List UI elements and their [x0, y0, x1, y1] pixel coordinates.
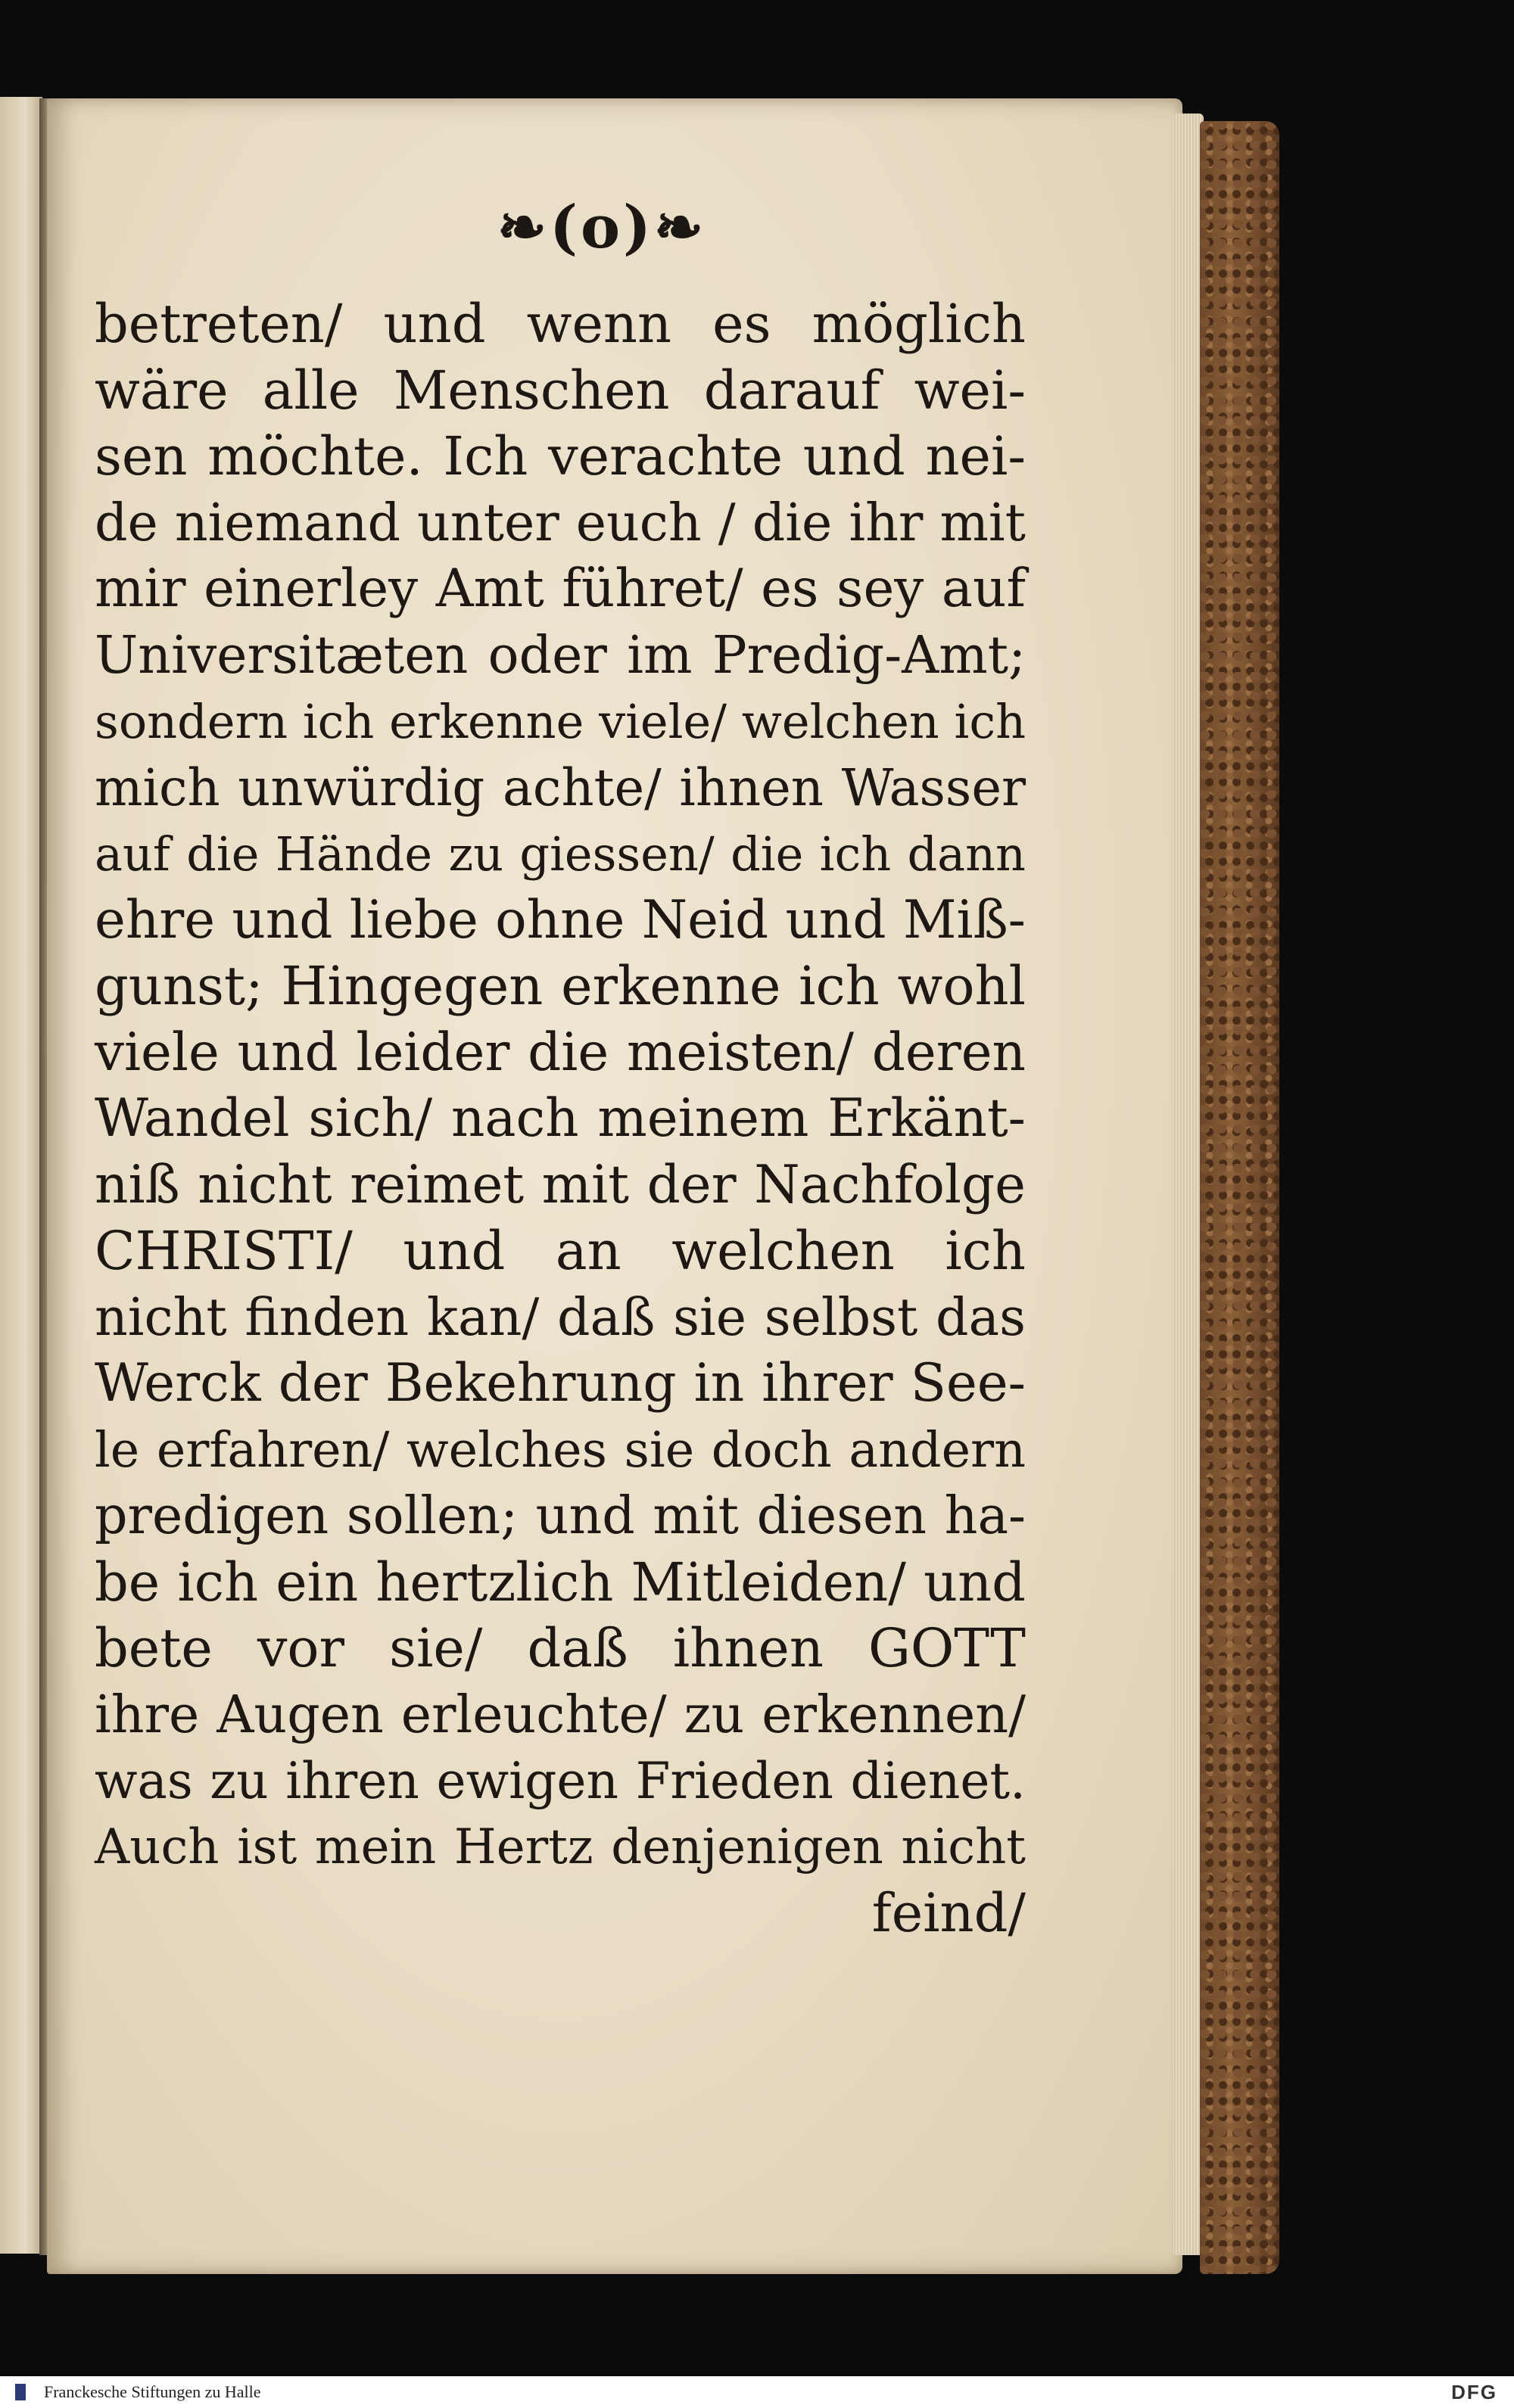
page-header-ornament	[0, 193, 1514, 262]
text-line: Auch ist mein Hertz denjenigen nicht	[95, 1818, 1026, 1875]
text-line: sondern ich erkenne viele/ welchen ich	[95, 694, 1026, 749]
text-line: Werck der Bekehrung in ihrer See-	[95, 1353, 1026, 1414]
text-line: mir einerley Amt führet/ es sey auf	[95, 558, 1026, 619]
text-line: le erfahren/ welches sie doch andern	[95, 1421, 1026, 1479]
text-line: ihre Augen erleuchte/ zu erkennen/	[95, 1685, 1026, 1745]
text-line: auf die Hände zu giessen/ die ich dann	[95, 826, 1026, 882]
text-line: was zu ihren ewigen Frieden dienet.	[95, 1752, 1026, 1810]
text-line: bete vor sie/ daß ihnen GOTT	[95, 1617, 1026, 1679]
text-line: nicht finden kan/ daß sie selbst das	[95, 1287, 1026, 1348]
text-line: gunst; Hingegen erkenne ich wohl	[95, 955, 1026, 1017]
text-line: betreten/ und wenn es möglich	[95, 293, 1026, 355]
text-line: viele und leider die meisten/ deren	[95, 1022, 1026, 1083]
text-line: be ich ein hertzlich Mitleiden/ und	[95, 1551, 1026, 1613]
text-line: de niemand unter euch / die ihr mit	[95, 493, 1026, 553]
footer-institution: Franckesche Stiftungen zu Halle	[44, 2382, 261, 2401]
institution-logo-icon	[8, 2381, 35, 2403]
dfg-logo: DFG	[1451, 2381, 1497, 2403]
marbled-cover	[1200, 121, 1279, 2274]
text-line: predigen sollen; und mit diesen ha-	[95, 1486, 1026, 1546]
text-line: wäre alle Menschen darauf wei-	[95, 359, 1026, 422]
text-line: mich unwürdig achte/ ihnen Wasser	[95, 758, 1026, 817]
footer-bar	[0, 2376, 1514, 2408]
left-page-edge	[0, 97, 42, 2254]
text-line: niß nicht reimet mit der Nachfolge	[95, 1154, 1026, 1215]
text-line: Wandel sich/ nach meinem Erkänt-	[95, 1088, 1026, 1149]
text-line: ehre und liebe ohne Neid und Miß-	[95, 889, 1026, 950]
text-line: Universitæten oder im Predig-Amt;	[95, 625, 1026, 686]
body-text	[95, 291, 1026, 1947]
text-line: sen möchte. Ich verachte und nei-	[95, 425, 1026, 487]
catchword: feind/	[871, 1882, 1026, 1944]
text-line: CHRISTI/ und an welchen ich	[95, 1220, 1026, 1282]
page-edges	[1173, 114, 1204, 2255]
page-header-text: ❧(o)❧	[497, 193, 707, 262]
